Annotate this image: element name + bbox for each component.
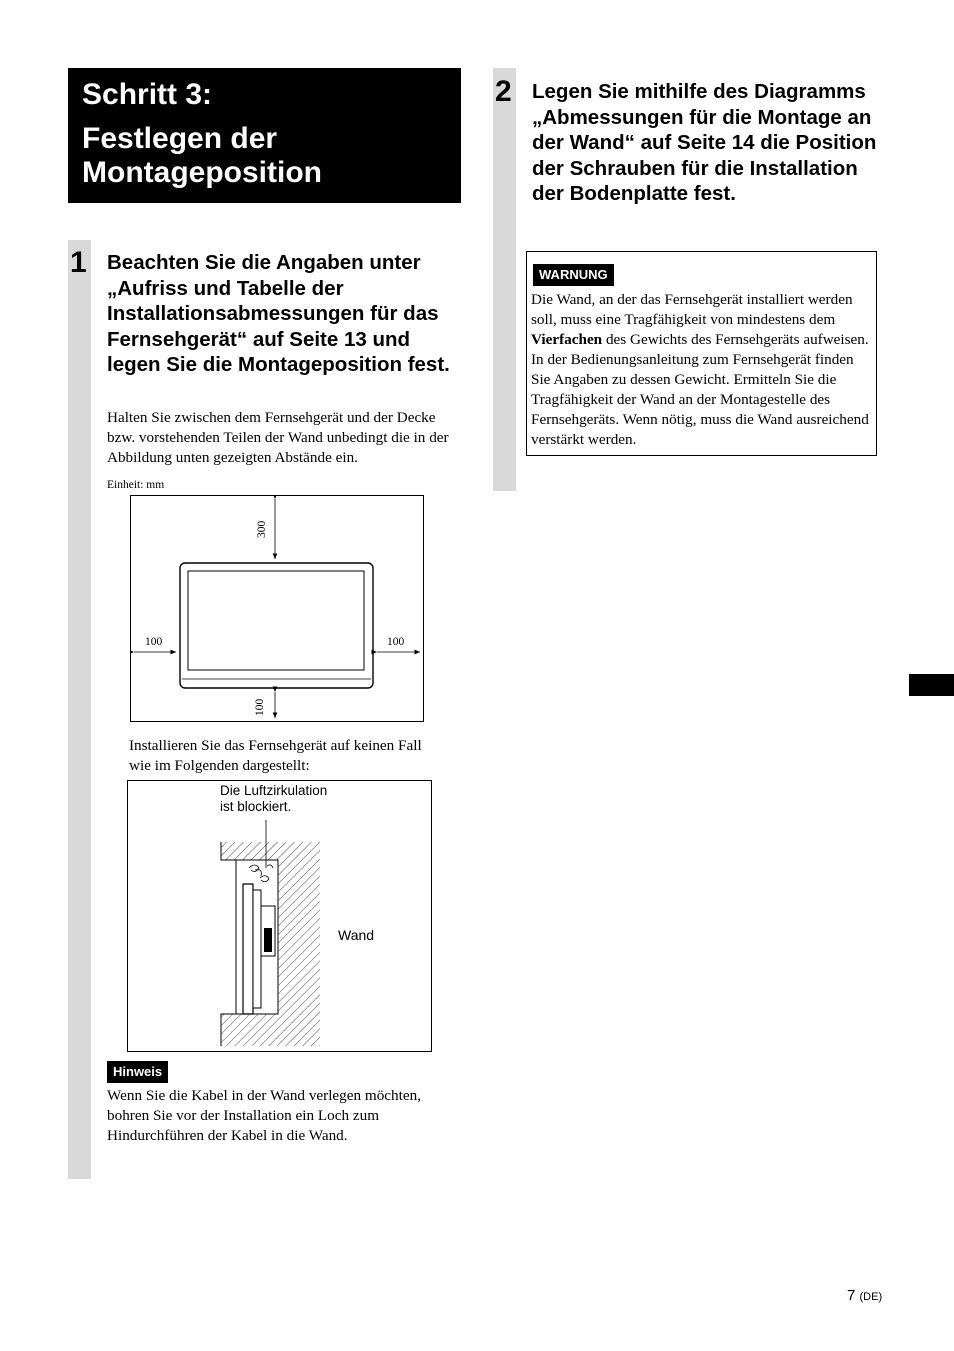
hint-text: Wenn Sie die Kabel in der Wand verlegen möchten, bohren Sie vor der Installation ein Loch zum Hindurchführen der Kabel in die Wand. [107,1087,421,1144]
step1-heading: Beachten Sie die Angaben unter „Aufriss und Tabelle der Installationsabmessungen für das Fernsehgerät“ auf Seite 13 und legen Sie die Montageposition fest. [107,251,450,377]
left-clearance-value: 100 [145,636,163,648]
warning-text [531,290,875,450]
section-title [68,68,461,203]
unit-label: Einheit: mm [107,479,165,491]
step2-bar [493,68,516,491]
clearance-diagram [130,495,424,722]
step1-body: Halten Sie zwischen dem Fernsehgerät und der Decke bzw. vorstehenden Teilen der Wand unbedingt die in der Abbildung unten gezeigten Abstände ein. [107,409,449,466]
airflow-label-line2: ist blockiert. [220,799,292,814]
top-clearance-value: 300 [256,520,268,538]
page-number-value: 7 [847,1287,856,1304]
side-tab-marker [909,674,954,696]
warning-text-part2: des Gewichts des Fernsehgeräts aufweisen. In der Bedienungsanleitung zum Fernsehgerät finden Sie Angaben zu dessen Gewicht. Ermitteln Sie die Tragfähigkeit der Wand an der Montagestelle des Fernsehgeräts. Wenn nötig, muss die Wand ausreichend verstärkt werden. [531,331,869,448]
right-clearance-value: 100 [387,636,405,648]
section-title-line2: Festlegen der Montageposition [82,122,322,189]
warning-label: WARNUNG [533,264,614,286]
page-number [847,1287,882,1304]
bottom-clearance-value: 100 [254,698,266,716]
install-note: Installieren Sie das Fernsehgerät auf keinen Fall wie im Folgenden dargestellt: [129,737,422,774]
step2-heading: Legen Sie mithilfe des Diagramms „Abmessungen für die Montage an der Wand“ auf Seite 14 die Position der Schrauben für die Installation der Bodenplatte fest. [532,80,877,206]
tv-screen [188,571,364,670]
tv-profile [243,884,253,1014]
warning-box [526,251,877,456]
page-language: (DE) [859,1291,883,1303]
airflow-label-line1: Die Luftzirkulation [220,783,328,798]
airflow-label [220,783,327,815]
warning-text-part1: Die Wand, an der das Fernsehgerät installiert werden soll, muss eine Tragfähigkeit von mindestens dem [531,291,853,328]
hint-badge [107,1061,168,1083]
wall-label: Wand [338,927,375,943]
hint-label: Hinweis [107,1061,168,1083]
step1-number: 1 [70,246,87,279]
step1-bar [68,240,91,1179]
step2-number: 2 [495,75,512,108]
airflow-diagram [127,780,432,1052]
warning-text-bold: Vierfachen [531,331,603,348]
section-title-line1: Schritt 3: [82,78,213,111]
warning-badge [533,264,614,286]
